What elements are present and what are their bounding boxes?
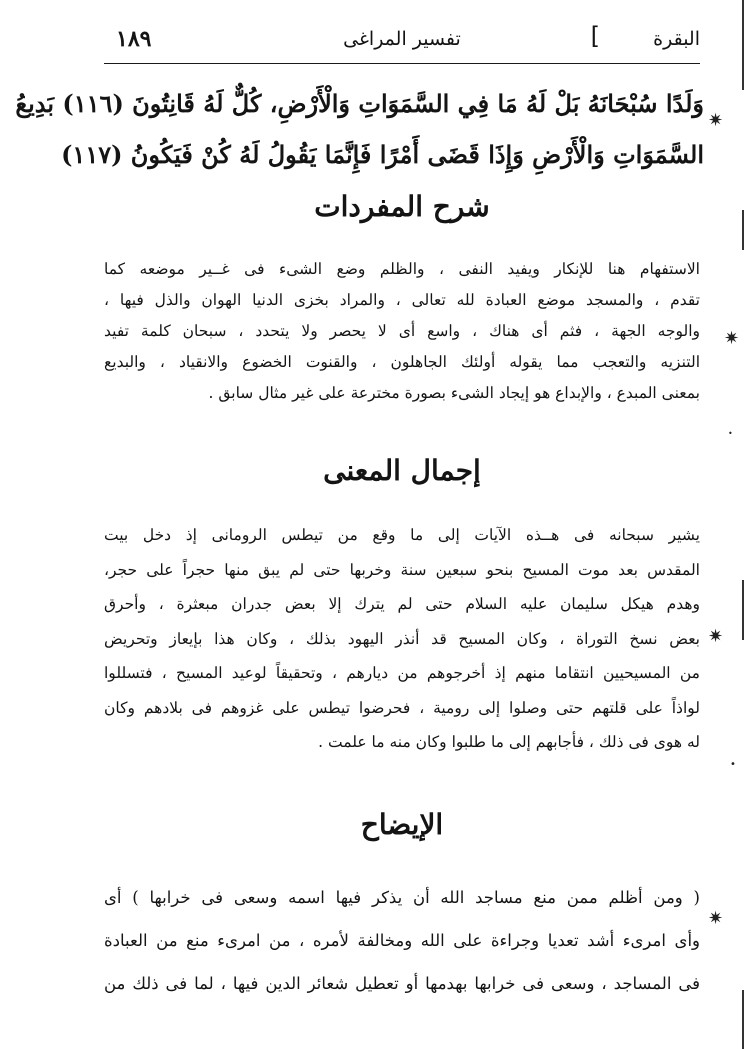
summary-paragraph — [104, 518, 700, 760]
text-line: فى المساجد ، وسعى فى خرابها بهدمها أو تعطيل شعائر الدين فيها ، لما فى ذلك من — [104, 974, 700, 993]
text-line: التنزيه والتعجب مما يقوله أولئك الجاهلون ، والقنوت الخضوع والانقياد ، والبديع — [104, 353, 700, 371]
text-line: لواذاً على قلتهم حتى وصلوا إلى رومية ، فحرضوا تيطس على غزوهم فى بلادهم وكان — [104, 698, 700, 717]
text-line: وهدم هيكل سليمان عليه السلام حتى لم يترك إلا بعض جدران مبعثرة ، وأحرق — [104, 595, 700, 613]
summary-heading: إجمال المعنى — [323, 454, 481, 487]
verse-line-1: وَلَدًا سُبْحَانَهُ بَلْ لَهُ مَا فِي السَّمَوَاتِ وَالْأَرْضِ، كُلٌّ لَهُ قَانِتُونَ (١١٦) بَدِيعُ — [15, 89, 704, 118]
text-line: من المسيحيين انتقاما منهم إذ أخرجوهم من ديارهم ، وتحقيقاً لوعيد المسيح ، فتسللوا — [104, 664, 700, 682]
vocabulary-paragraph — [104, 254, 700, 409]
text-line: له هوى فى ذلك ، فأجابهم إلى ما طلبوا وكان منه ما علمت . — [318, 733, 700, 751]
text-line: بعض نسخ التوراة ، وكان المسيح قد أنذر اليهود بذلك ، وكان هذا بإيعاز وتحريض — [104, 629, 700, 648]
vocabulary-heading: شرح المفردات — [314, 190, 490, 223]
header-rule — [104, 63, 700, 64]
header-page-number: ١٨٩ — [116, 26, 152, 52]
verse-line-2: السَّمَوَاتِ وَالْأَرْضِ وَإِذَا قَضَى أَمْرًا فَإِنَّمَا يَقُولُ لَهُ كُنْ فَيَكُونُ (١١٧) — [61, 140, 704, 169]
text-line: المقدس بعد موت المسيح بنحو سبعين سنة وخربها حتى لم يبق منها حجراً على حجر، — [104, 560, 700, 579]
quran-verse — [15, 78, 704, 180]
text-line: بمعنى المبدع ، والإبداع هو إيجاد الشىء بصورة مخترعة على غير مثال سابق . — [208, 384, 700, 402]
header-surah-name: البقرة — [653, 28, 700, 50]
text-line: الاستفهام هنا للإنكار ويفيد النفى ، والظلم وضع الشىء فى غــير موضعه كما — [104, 260, 700, 278]
text-line: ( ومن أظلم ممن منع مساجد الله أن يذكر فيها اسمه وسعى فى خرابها ) أى — [104, 888, 700, 907]
explanation-heading: الإيضاح — [360, 808, 444, 841]
scan-speck-mark: • — [730, 759, 736, 770]
text-line: تقدم ، والمسجد موضع العبادة لله تعالى ، والمراد بخزى الدنيا الهوان والذل فيها ، — [104, 291, 700, 309]
text-line: يشير سبحانه فى هــذه الآيات إلى ما وقع من تيطس الرومانى إذ دخل بيت — [104, 526, 700, 544]
scan-speck-mark: ✷ — [708, 626, 724, 647]
text-line: وأى امرىء أشد تعديا وجراءة على الله ومخالفة لأمره ، من امرىء منع من العبادة — [104, 931, 700, 950]
explanation-paragraph — [104, 876, 700, 1005]
scan-speck-mark: ✷ — [708, 908, 724, 929]
header-bracket: ] — [590, 22, 600, 50]
text-line: والوجه الجهة ، فثم أى هناك ، واسع أى لا يحصر ولا يتحدد ، سبحان كلمة تفيد — [104, 322, 700, 340]
running-header — [104, 22, 700, 60]
scan-speck-mark: ✷ — [724, 328, 740, 349]
header-book-title: تفسير المراغى — [343, 28, 461, 50]
scan-speck-mark: • — [728, 429, 733, 438]
scan-speck-mark: ✷ — [708, 110, 724, 131]
